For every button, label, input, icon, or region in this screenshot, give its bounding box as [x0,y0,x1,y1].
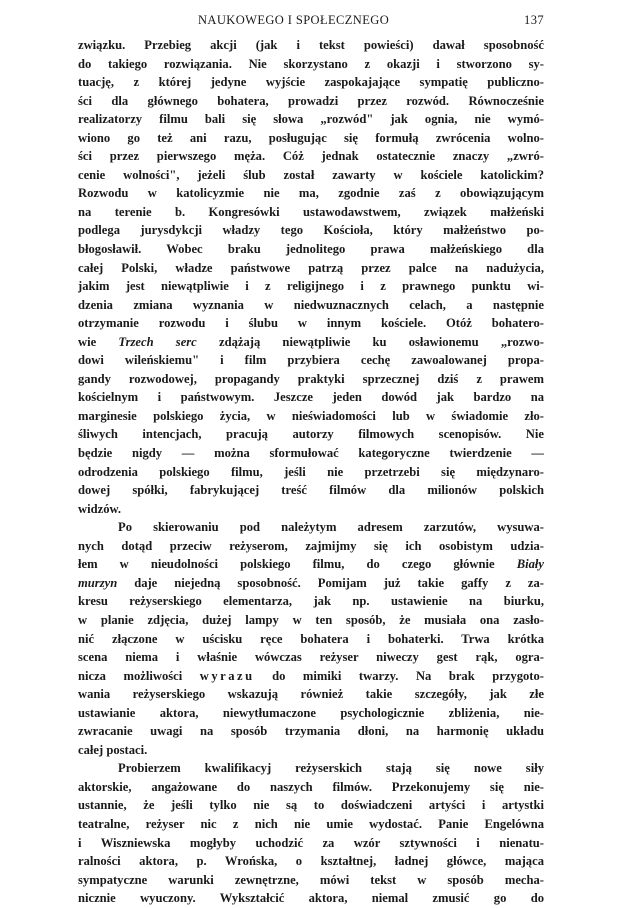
text-line: sympatyczne warunki zewnętrzne, mówi tekst w sposób mecha- [78,872,544,887]
text-line: otrzymanie rozwodu i ślubu w innym kościele. Otóż bohatero- [78,316,544,331]
text-line: ralności aktora, p. Wrońska, o kształtnej, ładnej główce, mająca [78,854,544,869]
text-line: dowi wileńskiemu" i film przybiera cechę zawoalowanej propa- [78,353,544,368]
text-line: zwracanie uwagi na sposób trzymania dłoni, na harmonię układu [78,724,544,739]
film-title: murzyn [78,575,118,590]
text-line: Po skierowaniu pod należytym adresem zarzutów, wysuwa- [118,520,544,535]
text-fragment: nicza możliwości [78,668,200,683]
text-line: Rozwodu w katolicyzmie nie ma, zgodnie zaś z obowiązującym [78,186,544,201]
text-line: scena niema i właśnie wówczas reżyser niweczy gest rąk, ogra- [78,650,544,665]
text-line: całej Polski, władze państwowe patrzą przez palce na nadużycia, [78,260,544,275]
page-number: 137 [524,13,544,27]
film-title: Trzech serc [118,334,197,349]
text-line: kresu reżyserskiego elementarza, jak np. ustawienie na biurku, [78,594,544,609]
text-line: wiono go też ani razu, posługując się formułą zwrócenia wolno- [78,130,544,145]
text-line: marginesie polskiego życia, w nieświadomości lub w świadomie zło- [78,408,544,423]
text-line: ści dla głównego bohatera, prowadzi przez rozwód. Równocześnie [78,93,544,108]
text-line: podlega jurysdykcji władzy tego Kościoła, który małżeństwo po- [78,223,544,238]
text-line: dowej spółki, fabrykującej treść filmów dla milionów polskich [78,483,544,498]
text-line: ustawianie aktora, niewytłumaczone psychologicznie zbliżenia, nie- [78,705,544,720]
film-title: Biały [516,557,544,572]
text-line: związku. Przebieg akcji (jak i tekst powieści) dawał sposobność [78,38,544,52]
text-line: Probierzem kwalifikacyj reżyserskich stają się nowe siły [118,761,544,776]
book-page [78,8,544,908]
text-line: błogosławił. Wobec braku jednolitego prawa małżeńskiego dla [78,242,544,257]
text-line: nych dotąd przeciw reżyserom, zajmijmy się ich osobistym udzia- [78,538,544,553]
text-line: będzie nigdy — można sformułować kategoryczne twierdzenie — [78,446,544,461]
text-line: jakim jest niewątpliwie i z religijnego i z prawnego punktu wi- [78,279,544,294]
text-line: tuację, z której jedyne wyjście zaspokajające sympatię publiczno- [78,75,544,90]
text-fragment: daje niejedną sposobność. Pomijam już takie gaffy z za- [117,575,544,590]
text-line: całej postaci. [78,742,148,757]
running-title: NAUKOWEGO I SPOŁECZNEGO [198,13,390,27]
text-line: kościelnym i państwowym. Jeszcze jeden dowód jak bardzo na [78,390,544,405]
text-line [78,333,544,352]
text-line [78,667,544,686]
text-line: ustannie, że jeśli tylko nie są to doświadczeni artyści i artystki [78,798,544,813]
text-line: na terenie b. Kongresówki ustawodawstwem, związek małżeński [78,204,544,219]
text-line [78,574,544,593]
paragraph-2 [78,518,544,759]
text-line: nicznie wyuczony. Wykształcić aktora, niemal zmusić go do [78,891,544,906]
text-line: widzów. [78,501,122,516]
body-text [78,36,544,908]
text-line: śliwych intencjach, pracują autorzy filmowych scenopisów. Nie [78,427,544,442]
text-line: do takiego rozwiązania. Nie skorzystano z okazji i stworzono sy- [78,56,544,71]
page-header [78,8,544,36]
text-line: aktorskie, angażowane do naszych filmów. Przekonujemy się nie- [78,779,544,794]
paragraph-1 [78,36,544,518]
text-line: nić złączone w uścisku ręce bohatera i bohaterki. Trwa krótka [78,631,544,646]
text-fragment: wie [78,334,119,349]
text-line: gandy rozwodowej, propagandy praktyki sprzecznej dziś z prawem [78,371,544,386]
text-line [78,555,544,574]
text-line: wania reżyserskiego wskazują również takie szczegóły, jak złe [78,687,544,702]
text-fragment: do mimiki twarzy. Na brak przygoto- [254,668,544,683]
text-fragment: zdążają niewątpliwie ku osławionemu „rozwo- [196,334,544,349]
emphasized-word: wyrazu [199,668,255,683]
text-fragment: łem w nieudolności polskiego filmu, do czego głównie [78,557,517,572]
text-line: realizatorzy filmu bali się słowa „rozwód" jak ognia, nie wymó- [78,112,544,127]
text-line: ści przez pierwszego męża. Cóż jednak ostatecznie znaczy „zwró- [78,149,544,164]
text-line: odrodzenia polskiego filmu, jeśli nie przetrzebi się międzynaro- [78,464,544,479]
text-line: cenie wolności", jeżeli ślub został zawarty w kościele katolickim? [78,167,544,182]
text-line: w planie zdjęcia, dużej lampy w ten sposób, że musiała ona zasło- [78,612,544,627]
text-line: i Wiszniewska mogłyby uchodzić za wzór sztywności i nienatu- [78,835,544,850]
text-line: teatralne, reżyser nic z nich nie umie wydostać. Panie Engelówna [78,816,544,831]
paragraph-3 [78,759,544,907]
text-line: dzenia zmiana wyznania w niedwuznacznych celach, a następnie [78,297,544,312]
